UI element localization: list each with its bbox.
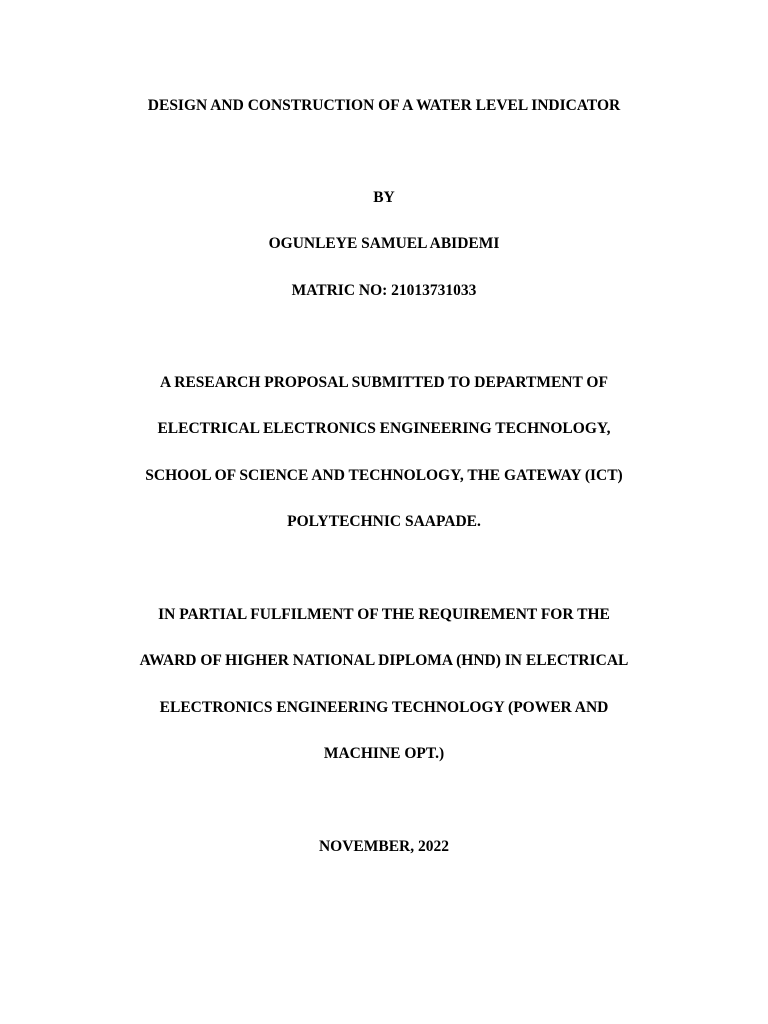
document-title: DESIGN AND CONSTRUCTION OF A WATER LEVEL INDICATOR (147, 97, 621, 114)
fulfilment-line: AWARD OF HIGHER NATIONAL DIPLOMA (HND) IN ELECTRICAL (139, 652, 629, 669)
submission-line: POLYTECHNIC SAAPADE. (287, 513, 481, 530)
fulfilment-line: IN PARTIAL FULFILMENT OF THE REQUIREMENT FOR THE (158, 606, 610, 623)
matric-number: MATRIC NO: 21013731033 (291, 282, 477, 299)
submission-line: ELECTRICAL ELECTRONICS ENGINEERING TECHNOLOGY, (157, 420, 611, 437)
submission-line: A RESEARCH PROPOSAL SUBMITTED TO DEPARTMENT OF (160, 374, 608, 391)
by-label: BY (373, 189, 395, 206)
submission-date: NOVEMBER, 2022 (318, 838, 450, 855)
submission-line: SCHOOL OF SCIENCE AND TECHNOLOGY, THE GATEWAY (ICT) (145, 467, 623, 484)
fulfilment-line: ELECTRONICS ENGINEERING TECHNOLOGY (POWER AND (159, 699, 609, 716)
author-name: OGUNLEYE SAMUEL ABIDEMI (268, 235, 500, 252)
fulfilment-line: MACHINE OPT.) (323, 745, 445, 762)
